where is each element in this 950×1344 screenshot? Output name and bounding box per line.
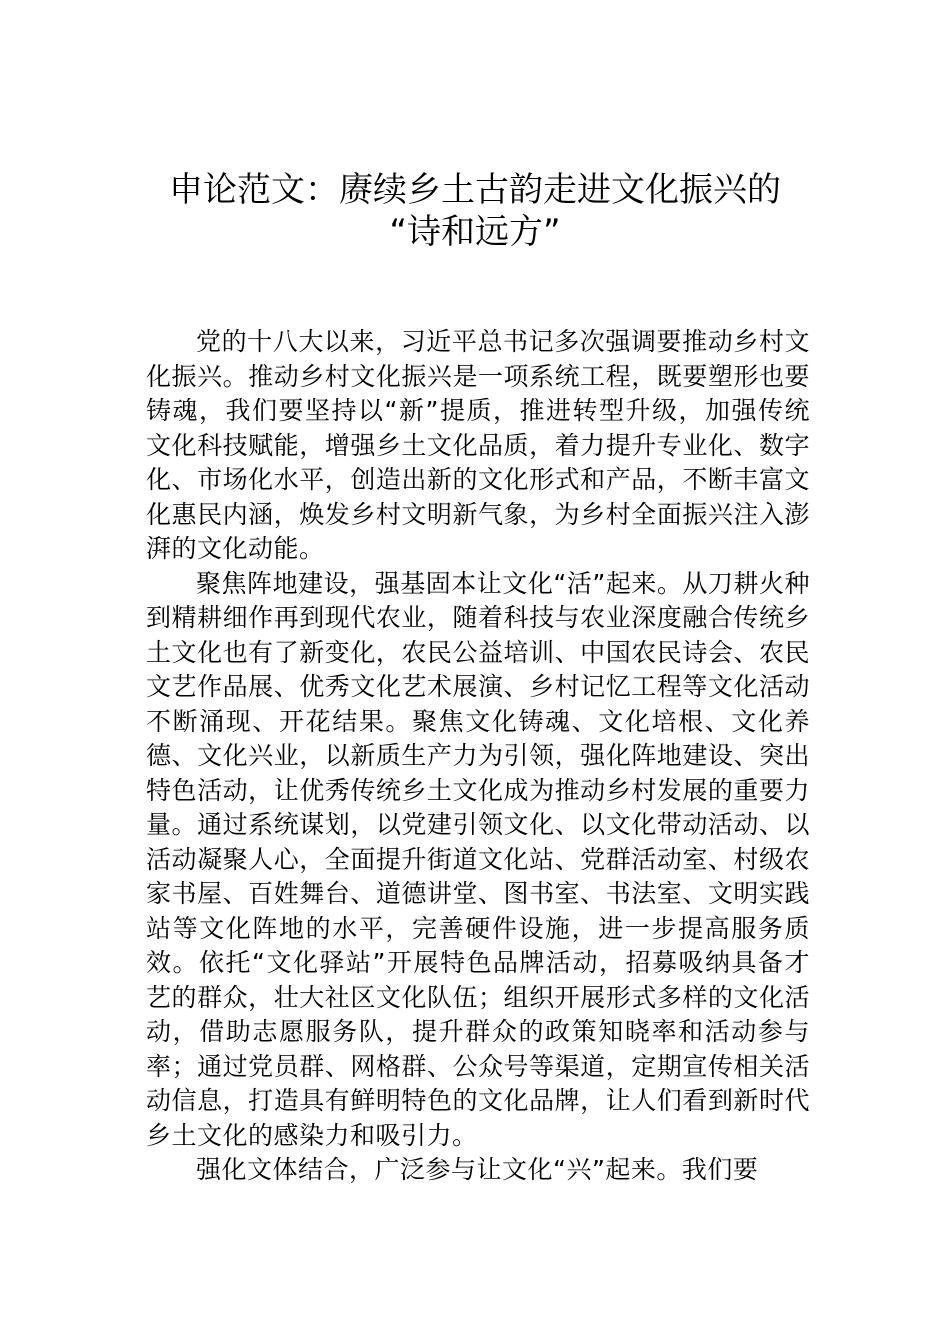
document-title-line-1: 申论范文：赓续乡土古韵走进文化振兴的 — [169, 170, 781, 210]
document-title-line-2: “诗和远方” — [389, 212, 561, 252]
paragraph-intro: 党的十八大以来，习近平总书记多次强调要推动乡村文化振兴。推动乡村文化振兴是一项系统工程，既要塑形也要铸魂，我们要坚持以“新”提质，推进转型升级，加强传统文化科技赋能，增强乡土文化品质，着力提升专业化、数字化、市场化水平，创造出新的文化形式和产品，不断丰富文化惠民内涵，焕发乡村文明新气象，为乡村全面振兴注入澎湃的文化动能。 — [146, 327, 810, 563]
document-body — [146, 325, 810, 1188]
paragraph-position-building: 聚焦阵地建设，强基固本让文化“活”起来。从刀耕火种到精耕细作再到现代农业，随着科技与农业深度融合传统乡土文化也有了新变化，农民公益培训、中国农民诗会、农民文艺作品展、优秀文化艺术展演、乡村记忆工程等文化活动不断涌现、开花结果。聚焦文化铸魂、文化培根、文化养德、文化兴业，以新质生产力为引领，强化阵地建设、突出特色活动，让优秀传统乡土文化成为推动乡村发展的重要力量。通过系统谋划，以党建引领文化、以文化带动活动、以活动凝聚人心，全面提升街道文化站、党群活动室、村级农家书屋、百姓舞台、道德讲堂、图书室、书法室、文明实践站等文化阵地的水平，完善硬件设施，进一步提高服务质效。依托“文化驿站”开展特色品牌活动，招募吸纳具备才艺的群众，壮大社区文化队伍；组织开展形式多样的文化活动，借助志愿服务队，提升群众的政策知晓率和活动参与率；通过党员群、网格群、公众号等渠道，定期宣传相关活动信息，打造具有鲜明特色的文化品牌，让人们看到新时代乡土文化的感染力和吸引力。 — [146, 568, 810, 1150]
paragraph-culture-sports: 强化文体结合，广泛参与让文化“兴”起来。我们要 — [196, 1155, 759, 1184]
